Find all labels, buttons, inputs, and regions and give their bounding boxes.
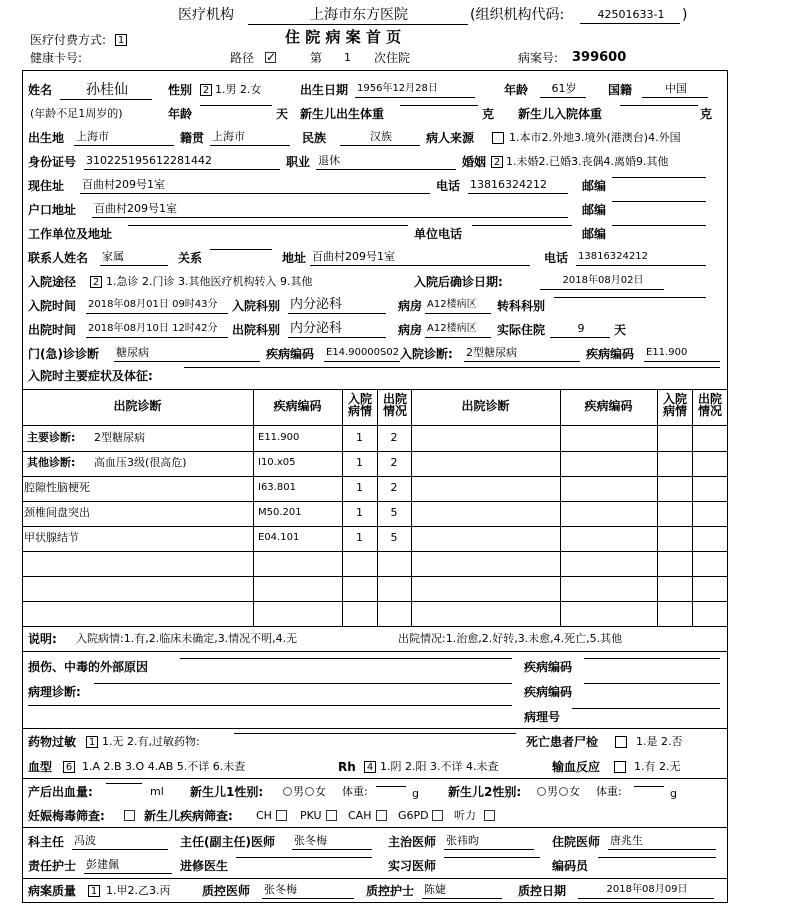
nb1-female-label: 女 <box>315 785 326 798</box>
in-ward: A12楼病区 <box>425 297 491 314</box>
job: 退休 <box>316 153 456 170</box>
day-label: 天 <box>276 107 289 121</box>
resident: 唐兆生 <box>608 833 716 850</box>
phone-label: 电话 <box>436 179 461 193</box>
col-header-diag: 出院诊断 <box>113 399 162 413</box>
transfer-label: 转科科别 <box>497 299 546 313</box>
zip-field[interactable] <box>612 177 706 178</box>
nb2-sex-options[interactable] <box>536 784 580 800</box>
qc-doctor-label: 质控医师 <box>202 884 251 898</box>
notes-label: 说明: <box>28 632 57 646</box>
row-label-main: 主要诊断: <box>27 431 76 444</box>
age: 61岁 <box>540 81 586 98</box>
confirm-date: 2018年08月02日 <box>540 273 664 290</box>
source-box[interactable] <box>492 132 504 144</box>
autopsy-label: 死亡患者尸检 <box>526 735 599 749</box>
nb1-male-radio[interactable] <box>283 787 292 796</box>
injury-code-label: 疾病编码 <box>524 660 573 674</box>
bleeding-unit: ml <box>150 785 164 798</box>
screen-hearing-checkbox[interactable] <box>484 810 495 821</box>
days-unit: 天 <box>614 323 627 337</box>
case-number-label: 病案号: <box>518 51 559 65</box>
pathology-code-label: 疾病编码 <box>524 685 573 699</box>
birthplace-label: 出生地 <box>28 131 65 145</box>
col-header-out-2: 出院情况 <box>697 392 722 418</box>
in-time-label: 入院时间 <box>28 299 77 313</box>
contact-phone-label: 电话 <box>544 251 569 265</box>
native-place: 上海市 <box>210 129 290 146</box>
zip2-label: 邮编 <box>582 203 607 217</box>
contact-address: 百曲村209号1室 <box>310 249 530 266</box>
zip-label: 邮编 <box>582 179 607 193</box>
nb-screen-label: 新生儿疾病筛查: <box>144 809 233 823</box>
autopsy-box[interactable] <box>615 736 627 748</box>
allergy-drug-field[interactable] <box>234 733 516 734</box>
code-cell: I63.801 <box>258 482 296 493</box>
bleeding-label: 产后出血量: <box>28 785 93 799</box>
rh-options: 1.阴 2.阳 3.不详 4.未查 <box>380 760 499 773</box>
director: 冯波 <box>72 833 168 850</box>
org-code: 42501633-1 <box>580 6 680 24</box>
zip3-field[interactable] <box>612 225 706 226</box>
id-number: 310225195612281442 <box>84 153 280 170</box>
route-box[interactable]: 2 <box>90 276 102 288</box>
in-cell: 1 <box>356 531 363 544</box>
blood-label: 血型 <box>28 760 53 774</box>
in-ward-label: 病房 <box>398 299 423 313</box>
row-label-other: 其他诊断: <box>27 456 76 469</box>
pathology-field-2[interactable] <box>28 705 512 706</box>
contact-phone: 13816324212 <box>576 249 706 266</box>
birthplace: 上海市 <box>74 129 174 146</box>
out-dept: 内分泌科 <box>288 321 386 338</box>
work-label: 工作单位及地址 <box>28 227 113 241</box>
syphilis-label: 妊娠梅毒筛查: <box>28 809 105 823</box>
out-cell: 2 <box>390 431 398 444</box>
er-diagnosis: 糖尿病 <box>114 345 260 362</box>
age-label: 年龄 <box>504 83 529 97</box>
screen-pku-checkbox[interactable] <box>326 810 337 821</box>
out-dept-label: 出院科别 <box>232 323 281 337</box>
nationality: 中国 <box>642 81 708 98</box>
injury-label: 损伤、中毒的外部原因 <box>28 660 149 674</box>
source-label: 病人来源 <box>426 131 475 145</box>
screen-pku-label: PKU <box>300 809 322 822</box>
out-ward: A12楼病区 <box>425 321 491 338</box>
in-code-label: 疾病编码 <box>586 347 635 361</box>
hukou-label: 户口地址 <box>28 203 77 217</box>
zip3-label: 邮编 <box>582 227 607 241</box>
col-header-in: 入院病情 <box>347 392 372 418</box>
nb1-male-label: 男 <box>293 785 304 798</box>
out-time-label: 出院时间 <box>28 323 77 337</box>
coder-label: 编码员 <box>552 859 589 873</box>
quality-label: 病案质量 <box>28 884 77 898</box>
ethnic: 汉族 <box>340 129 420 146</box>
work-phone-field[interactable] <box>472 225 572 226</box>
out-cell: 2 <box>390 481 398 494</box>
health-card-label: 健康卡号: <box>30 51 83 65</box>
dob-label: 出生日期 <box>300 83 349 97</box>
times-di-label: 第 <box>310 51 323 65</box>
in-dept: 内分泌科 <box>288 297 386 314</box>
in-cell: 1 <box>356 506 363 519</box>
diag-cell: 颈椎间盘突出 <box>24 506 90 519</box>
chief: 张冬梅 <box>292 833 372 850</box>
trainee-label: 进修医生 <box>180 859 229 873</box>
case-number: 399600 <box>572 50 627 65</box>
contact-name: 家属 <box>100 249 168 266</box>
infant-age-label: 年龄 <box>168 107 193 121</box>
diag-cell: 腔隙性脑梗死 <box>24 481 90 494</box>
admission-times: 1 <box>344 51 351 64</box>
col-header-code-2: 疾病编码 <box>584 399 633 413</box>
col-header-diag-2: 出院诊断 <box>461 399 510 413</box>
nationality-label: 国籍 <box>608 83 633 97</box>
nb-in-weight-label: 新生儿入院体重 <box>518 107 603 121</box>
nb-in-weight-unit: 克 <box>700 107 713 121</box>
transfusion-options: 1.有 2.无 <box>634 760 681 773</box>
work-phone-label: 单位电话 <box>414 227 463 241</box>
nb2-male-label: 男 <box>547 785 558 798</box>
phone: 13816324212 <box>468 177 568 194</box>
contact-label: 联系人姓名 <box>28 251 89 265</box>
injury-field[interactable] <box>180 658 512 659</box>
pathway-checkbox[interactable]: ✓ <box>266 50 277 64</box>
diag-cell: 高血压3级(很高危) <box>94 456 187 469</box>
out-cell: 5 <box>390 506 398 519</box>
er-diag-label: 门(急)诊诊断 <box>28 347 99 361</box>
marriage-label: 婚姻 <box>462 155 487 169</box>
col-header-in-2: 入院病情 <box>662 392 687 418</box>
qc-date: 2018年08月09日 <box>578 882 714 899</box>
job-label: 职业 <box>286 155 311 169</box>
attending: 张祎昀 <box>444 833 534 850</box>
org-code-close: ) <box>682 7 688 23</box>
director-label: 科主任 <box>28 835 65 849</box>
pathology-field[interactable] <box>94 683 512 684</box>
qc-nurse-label: 质控护士 <box>366 884 415 898</box>
divider <box>22 728 728 729</box>
screen-g6pd-label: G6PD <box>398 809 429 822</box>
pathology-no-field[interactable] <box>572 708 720 709</box>
in-code: E11.900 <box>644 345 720 362</box>
hukou-address: 百曲村209号1室 <box>92 201 568 218</box>
quality-options: 1.甲2.乙3.丙 <box>106 884 171 897</box>
symptoms-label: 入院时主要症状及体征: <box>28 369 153 383</box>
screen-cah-checkbox[interactable] <box>376 810 387 821</box>
stay-days: 9 <box>550 321 610 338</box>
nb1-sex-label: 新生儿1性别: <box>190 785 264 799</box>
syphilis-checkbox[interactable] <box>124 810 135 821</box>
out-time: 2018年08月10日 12时42分 <box>86 321 228 338</box>
id-label: 身份证号 <box>28 155 77 169</box>
nb2-weight-field[interactable] <box>634 786 664 787</box>
hospital-name: 上海市东方医院 <box>248 6 468 25</box>
native-place-label: 籍贯 <box>180 131 205 145</box>
injury-code-field[interactable] <box>584 658 720 659</box>
nb2-male-radio[interactable] <box>537 787 546 796</box>
code-cell: M50.201 <box>258 507 302 518</box>
coder-field[interactable] <box>598 857 716 858</box>
contact-addr-label: 地址 <box>282 251 307 265</box>
autopsy-options: 1.是 2.否 <box>636 735 683 748</box>
in-cell: 1 <box>356 431 363 444</box>
intern-field[interactable] <box>444 857 540 858</box>
pay-method-box[interactable]: 1 <box>115 34 127 46</box>
nb2-weight-label: 体重: <box>596 785 622 798</box>
screen-cah-label: CAH <box>348 809 372 822</box>
chief-label: 主任(副主任)医师 <box>180 835 275 849</box>
allergy-options: 1.无 2.有,过敏药物: <box>102 735 200 748</box>
qc-date-label: 质控日期 <box>518 884 567 898</box>
stay-label: 实际住院 <box>497 323 546 337</box>
relation-label: 关系 <box>178 251 203 265</box>
divider <box>22 878 728 879</box>
rh-box[interactable]: 4 <box>364 761 376 773</box>
screen-ch-checkbox[interactable] <box>276 810 287 821</box>
col-header-out: 出院情况 <box>382 392 407 418</box>
confirm-date-label: 入院后确诊日期: <box>414 275 503 289</box>
notes-out-desc: 出院情况:1.治愈,2.好转,3.未愈,4.死亡,5.其他 <box>398 632 623 645</box>
divider <box>22 651 728 652</box>
diag-cell: 2型糖尿病 <box>94 431 145 444</box>
blood-options: 1.A 2.B 3.O 4.AB 5.不详 6.未查 <box>82 760 246 773</box>
source-options: 1.本市2.外地3.境外(港澳台)4.外国 <box>509 131 681 144</box>
sex-options: 1.男 2.女 <box>215 83 262 96</box>
bleeding-field[interactable] <box>106 783 142 784</box>
nb-weight-unit: 克 <box>482 107 495 121</box>
col-header-code: 疾病编码 <box>273 399 322 413</box>
in-dept-label: 入院科别 <box>232 299 281 313</box>
nb1-weight-label: 体重: <box>342 785 368 798</box>
nb-in-weight-field[interactable] <box>620 105 698 106</box>
out-cell: 2 <box>390 456 398 469</box>
nb-weight-field[interactable] <box>400 105 478 106</box>
divider <box>22 778 728 779</box>
hospital-label: 医疗机构 <box>178 7 234 23</box>
relation-field[interactable] <box>210 249 272 250</box>
transfusion-box[interactable] <box>614 761 626 773</box>
in-diag-label: 入院诊断: <box>400 347 453 361</box>
ethnic-label: 民族 <box>302 131 327 145</box>
nb-weight-label: 新生儿出生体重 <box>300 107 385 121</box>
zip2-field[interactable] <box>612 201 706 202</box>
page-title: 住 院 病 案 首 页 <box>285 28 402 46</box>
nb2-female-radio[interactable] <box>559 787 568 796</box>
nb2-sex-label: 新生儿2性别: <box>448 785 522 799</box>
in-time: 2018年08月01日 09时43分 <box>86 297 228 314</box>
er-code: E14.90000S02 <box>324 345 400 362</box>
trainee-field[interactable] <box>236 857 372 858</box>
qc-nurse: 陈婕 <box>422 882 502 899</box>
address: 百曲村209号1室 <box>80 177 430 194</box>
allergy-box[interactable]: 1 <box>86 736 98 748</box>
code-cell: I10.x05 <box>258 457 296 468</box>
in-cell: 1 <box>356 456 363 469</box>
symptoms-field[interactable] <box>184 367 720 368</box>
dob: 1956年12月28日 <box>355 81 475 98</box>
nb2-female-label: 女 <box>569 785 580 798</box>
sex-label: 性别 <box>168 83 193 97</box>
notes-in-desc: 入院病情:1.有,2.临床未确定,3.情况不明,4.无 <box>76 632 298 645</box>
out-ward-label: 病房 <box>398 323 423 337</box>
pathology-no-label: 病理号 <box>524 710 561 724</box>
screen-g6pd-checkbox[interactable] <box>432 810 443 821</box>
diag-cell: 甲状腺结节 <box>24 531 79 544</box>
route-label: 入院途径 <box>28 275 77 289</box>
pathology-label: 病理诊断: <box>28 685 81 699</box>
transfusion-label: 输血反应 <box>552 760 601 774</box>
resident-label: 住院医师 <box>552 835 601 849</box>
nurse: 彭建佩 <box>84 857 172 874</box>
sex-box[interactable]: 2 <box>200 84 212 96</box>
allergy-label: 药物过敏 <box>28 735 77 749</box>
code-cell: E04.101 <box>258 532 300 543</box>
out-cell: 5 <box>390 531 398 544</box>
nb1-female-radio[interactable] <box>305 787 314 796</box>
nb1-weight-unit: g <box>412 787 419 800</box>
org-code-label: (组织机构代码: <box>470 7 565 23</box>
qc-doctor: 张冬梅 <box>262 882 354 899</box>
times-suffix-label: 次住院 <box>374 51 411 65</box>
nb1-sex-options[interactable] <box>282 784 326 800</box>
work-field[interactable] <box>128 225 408 226</box>
divider <box>22 827 728 828</box>
nurse-label: 责任护士 <box>28 859 77 873</box>
pay-method-label: 医疗付费方式: <box>30 33 107 47</box>
pathology-code-field[interactable] <box>584 683 720 684</box>
rh-label: Rh <box>338 760 356 774</box>
marriage-box[interactable]: 2 <box>491 156 503 168</box>
er-code-label: 疾病编码 <box>266 347 315 361</box>
blood-box[interactable]: 6 <box>63 761 75 773</box>
code-cell: E11.900 <box>258 432 300 443</box>
transfer-field[interactable] <box>554 297 706 298</box>
attending-label: 主治医师 <box>388 835 437 849</box>
marriage-options: 1.未婚2.已婚3.丧偶4.离婚9.其他 <box>506 155 669 168</box>
screen-hearing-label: 听力 <box>454 809 476 822</box>
infant-age-field[interactable] <box>200 105 272 106</box>
address-label: 现住址 <box>28 179 65 193</box>
in-diagnosis: 2型糖尿病 <box>464 345 580 362</box>
nb2-weight-unit: g <box>670 787 677 800</box>
nb1-weight-field[interactable] <box>376 786 406 787</box>
route-options: 1.急诊 2.门诊 3.其他医疗机构转入 9.其他 <box>106 275 313 288</box>
in-cell: 1 <box>356 481 363 494</box>
screen-ch-label: CH <box>256 809 272 822</box>
quality-box[interactable]: 1 <box>88 885 100 897</box>
patient-name: 孙桂仙 <box>60 81 152 100</box>
infant-note: (年龄不足1周岁的) <box>30 107 123 120</box>
pathway-label: 路径 <box>230 51 255 65</box>
name-label: 姓名 <box>28 83 53 97</box>
intern-label: 实习医师 <box>388 859 437 873</box>
